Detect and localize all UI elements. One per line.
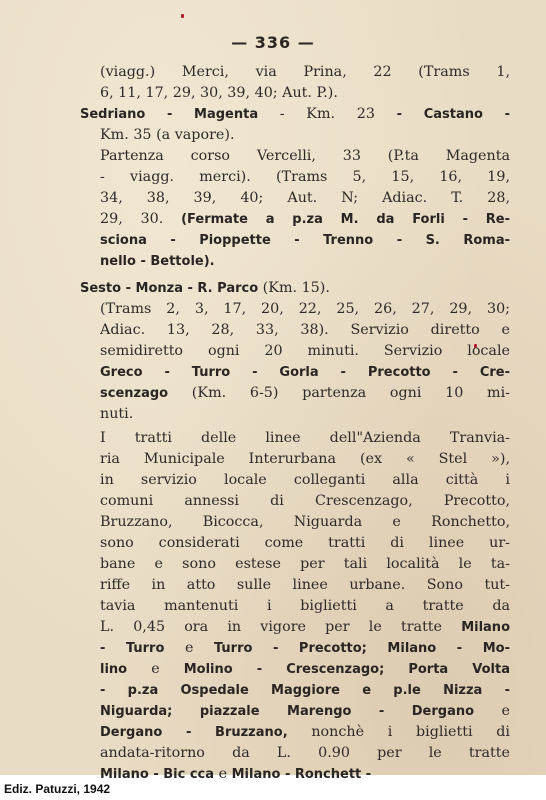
route-distance: (Km. 15).: [258, 280, 330, 296]
route-name: Milano: [461, 620, 510, 635]
route-name: Milano - Ronchett -: [231, 767, 372, 782]
text-line: [100, 638, 510, 659]
route-name: Molino - Crescenzago; Porta Volta: [183, 662, 510, 677]
text-line: [100, 701, 510, 722]
text-line: (Trams 2, 3, 17, 20, 22, 25, 26, 27, 29, 30;: [100, 301, 510, 317]
text-span: (Km. 6-5) partenza ogni 10 mi-: [168, 385, 510, 401]
text-line: Bruzzano, Bicocca, Niguarda e Ronchetto,: [100, 514, 510, 530]
text-span: e: [474, 703, 510, 719]
route-name: Dergano - Bruzzano,: [100, 725, 288, 740]
page-body: [80, 62, 510, 785]
text-line: semidiretto ogni 20 minuti. Servizio locale: [100, 343, 510, 359]
text-line: riffe in atto sulle linee urbane. Sono tut-: [100, 577, 510, 593]
text-line: bane e sono estese per tali località le ta-: [100, 556, 510, 572]
stops-list: Greco - Turro - Gorla - Precotto - Cre-: [100, 365, 510, 380]
text-line: (viagg.) Merci, via Prina, 22 (Trams 1,: [100, 64, 510, 80]
text-line: [100, 209, 510, 230]
route-name: Turro - Precotto; Milano - Mo-: [213, 641, 510, 656]
route-name: - p.za Ospedale Maggiore e p.le Nizza -: [100, 683, 510, 698]
note-paragraph: [80, 428, 510, 785]
red-fleck-top: [181, 14, 184, 18]
route-name: lino: [100, 662, 128, 677]
text-line: sono considerati come tratti di linee ur-: [100, 535, 510, 551]
stops-list: scenzago: [100, 386, 169, 401]
route-distance: - Km. 23: [258, 106, 397, 122]
text-line: Km. 35 (a vapore).: [100, 127, 235, 143]
text-line: comuni annessi di Crescenzago, Precotto,: [100, 493, 510, 509]
text-line: 34, 38, 39, 40; Aut. N; Adiac. T. 28,: [100, 190, 510, 206]
entry-sedriano: [80, 104, 510, 272]
text-line: ria Municipale Interurbana (ex « Stel »),: [100, 451, 510, 467]
stops-list: nello - Bettole).: [100, 254, 215, 269]
image-caption: Ediz. Patuzzi, 1942: [4, 782, 111, 796]
text-line: Partenza corso Vercelli, 33 (P.ta Magenta: [100, 148, 510, 164]
route-name: Sedriano - Magenta: [80, 107, 259, 122]
text-line: 6, 11, 17, 29, 30, 39, 40; Aut. P.).: [100, 85, 338, 101]
route-name: - Castano -: [396, 107, 510, 122]
text-span: e: [127, 661, 184, 677]
route-name: Sesto - Monza - R. Parco: [80, 281, 259, 296]
text-span: e: [214, 766, 232, 782]
entry-heading: [80, 278, 510, 299]
entry-continuation: [80, 62, 510, 104]
stops-list: (Fermate a p.za M. da Forli - Re-: [181, 212, 510, 227]
text-line: tavia mantenuti i biglietti a tratte da: [100, 598, 510, 614]
page-number: — 336 —: [231, 33, 315, 52]
text-line: [100, 722, 510, 743]
text-line: [100, 659, 510, 680]
entry-heading: [80, 104, 510, 125]
text-line: I tratti delle linee dell"Azienda Tranvia-: [100, 430, 510, 446]
stops-list: sciona - Pioppette - Trenno - S. Roma-: [100, 233, 510, 248]
route-name: Milano - Bic cca: [100, 767, 215, 782]
text-line: nuti.: [100, 406, 134, 422]
text-line: andata-ritorno da L. 0.90 per le tratte: [100, 745, 510, 761]
route-name: - Turro: [100, 641, 165, 656]
text-span: e: [164, 640, 214, 656]
text-line: [100, 383, 510, 404]
text-line: - viagg. merci). (Trams 5, 15, 16, 19,: [100, 169, 510, 185]
text-line: in servizio locale colleganti alla città i: [100, 472, 510, 488]
text-span: L. 0,45 ora in vigore per le tratte: [100, 619, 462, 635]
text-span: nonchè i biglietti di: [287, 724, 510, 740]
text-line: [100, 764, 510, 785]
entry-sesto: [80, 278, 510, 425]
route-name: Niguarda; piazzale Marengo - Dergano: [100, 704, 475, 719]
text-span: 29, 30.: [100, 211, 182, 227]
text-line: Adiac. 13, 28, 33, 38). Servizio diretto e: [100, 322, 510, 338]
text-line: [100, 617, 510, 638]
